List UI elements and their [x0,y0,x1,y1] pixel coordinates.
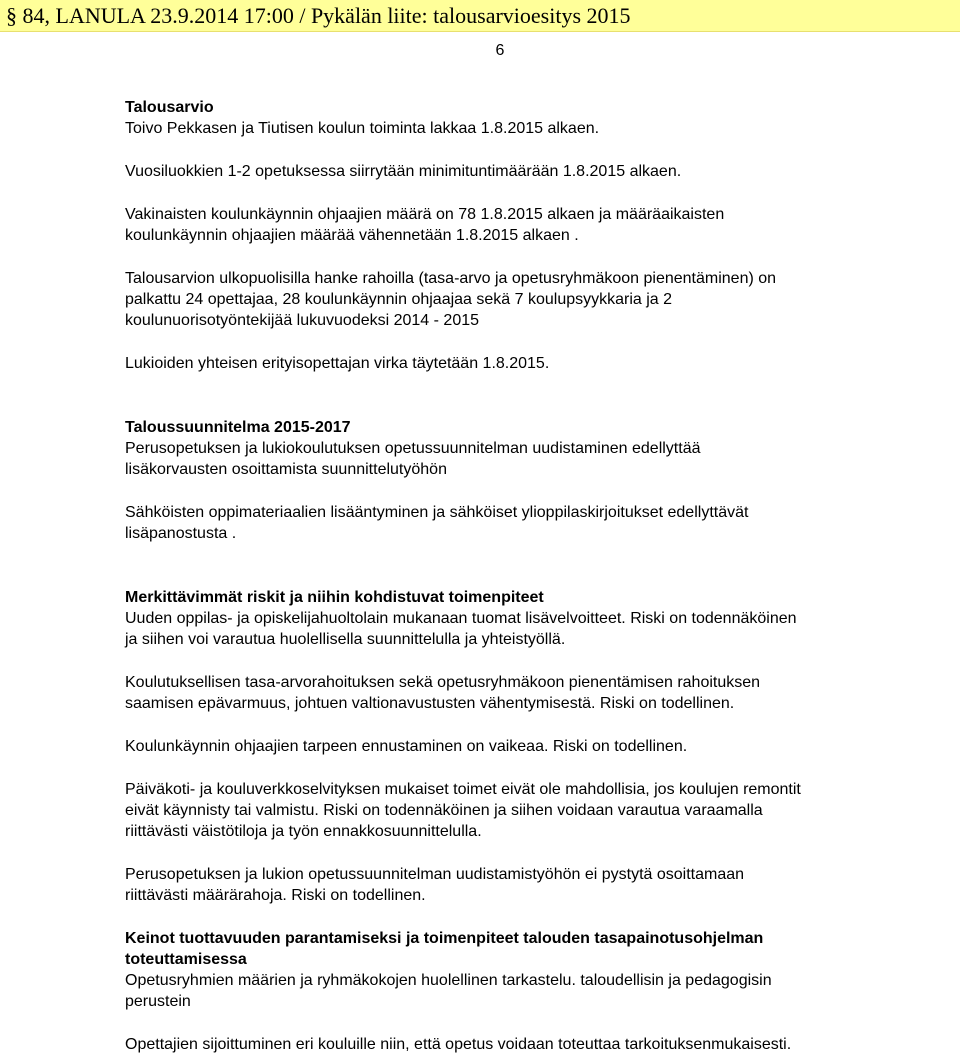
paragraph-line: perustein [125,993,191,1010]
paragraph-line: Talousarvion ulkopuolisilla hanke rahoilla (tasa-arvo ja opetusryhmäkoon pienentäminen) on [125,270,777,287]
paragraph-line: Vuosiluokkien 1-2 opetuksessa siirrytään minimituntimäärään 1.8.2015 alkaen. [125,163,682,180]
paragraph-line: Sähköisten oppimateriaalien lisääntyminen ja sähköiset ylioppilaskirjoitukset edellyttävät [125,504,749,521]
header-bar [0,0,960,32]
page-number: 6 [495,42,505,59]
paragraph-line: koulunkäynnin ohjaajien määrää vähennetään 1.8.2015 alkaen . [125,227,579,244]
paragraph-line: koulunuorisotyöntekijää lukuvuodeksi 2014 - 2015 [125,312,480,329]
paragraph-line: saamisen epävarmuus, johtuen valtionavustusten vähentymisestä. Riski on todellinen. [125,695,735,712]
header-title: § 84, LANULA 23.9.2014 17:00 / Pykälän liite: talousarvioesitys 2015 [6,2,631,28]
paragraph-line: Perusopetuksen ja lukiokoulutuksen opetussuunnitelman uudistaminen edellyttää [125,440,701,457]
paragraph-line: palkattu 24 opettajaa, 28 koulunkäynnin ohjaajaa sekä 7 koulupsyykkaria ja 2 [125,291,673,308]
paragraph-line: Lukioiden yhteisen erityisopettajan virka täytetään 1.8.2015. [125,355,550,372]
paragraph-line: ja siihen voi varautua huolellisella suunnittelulla ja yhteistyöllä. [125,631,566,648]
paragraph-line: riittävästi väistötiloja ja työn ennakkosuunnittelulla. [125,823,482,840]
section-heading-talousarvio: Talousarvio [125,99,214,116]
section-heading-taloussuunnitelma: Taloussuunnitelma 2015-2017 [125,419,351,436]
paragraph-line: Vakinaisten koulunkäynnin ohjaajien määrä on 78 1.8.2015 alkaen ja määräaikaisten [125,206,725,223]
section-heading-keinot: Keinot tuottavuuden parantamiseksi ja toimenpiteet talouden tasapainotusohjelman [125,930,764,947]
paragraph-line: Opetusryhmien määrien ja ryhmäkokojen huolellinen tarkastelu. taloudellisin ja pedagogisin [125,972,772,989]
section-heading-keinot-cont: toteuttamisessa [125,951,247,968]
paragraph-line: Päiväkoti- ja kouluverkkoselvityksen mukaiset toimet eivät ole mahdollisia, jos koulujen remontit [125,781,801,798]
paragraph-line: lisäpanostusta . [125,525,237,542]
paragraph-line: Opettajien sijoittuminen eri kouluille niin, että opetus voidaan toteuttaa tarkoituksenmukaisesti. [125,1036,792,1053]
paragraph-line: riittävästi määrärahoja. Riski on todellinen. [125,887,426,904]
paragraph-line: lisäkorvausten osoittamista suunnittelutyöhön [125,461,447,478]
paragraph-line: Uuden oppilas- ja opiskelijahuoltolain mukanaan tuomat lisävelvoitteet. Riski on todennäköinen [125,610,797,627]
paragraph-line: Koulutuksellisen tasa-arvorahoituksen sekä opetusryhmäkoon pienentämisen rahoituksen [125,674,761,691]
paragraph-line: eivät käynnisty tai valmistu. Riski on todennäköinen ja siihen voidaan varautua varaamalla [125,802,763,819]
paragraph-line: Perusopetuksen ja lukion opetussuunnitelman uudistamistyöhön ei pystytä osoittamaan [125,866,745,883]
document-body [125,97,955,1055]
paragraph-line: Toivo Pekkasen ja Tiutisen koulun toiminta lakkaa 1.8.2015 alkaen. [125,120,600,137]
section-heading-riskit: Merkittävimmät riskit ja niihin kohdistuvat toimenpiteet [125,589,544,606]
paragraph-line: Koulunkäynnin ohjaajien tarpeen ennustaminen on vaikeaa. Riski on todellinen. [125,738,688,755]
